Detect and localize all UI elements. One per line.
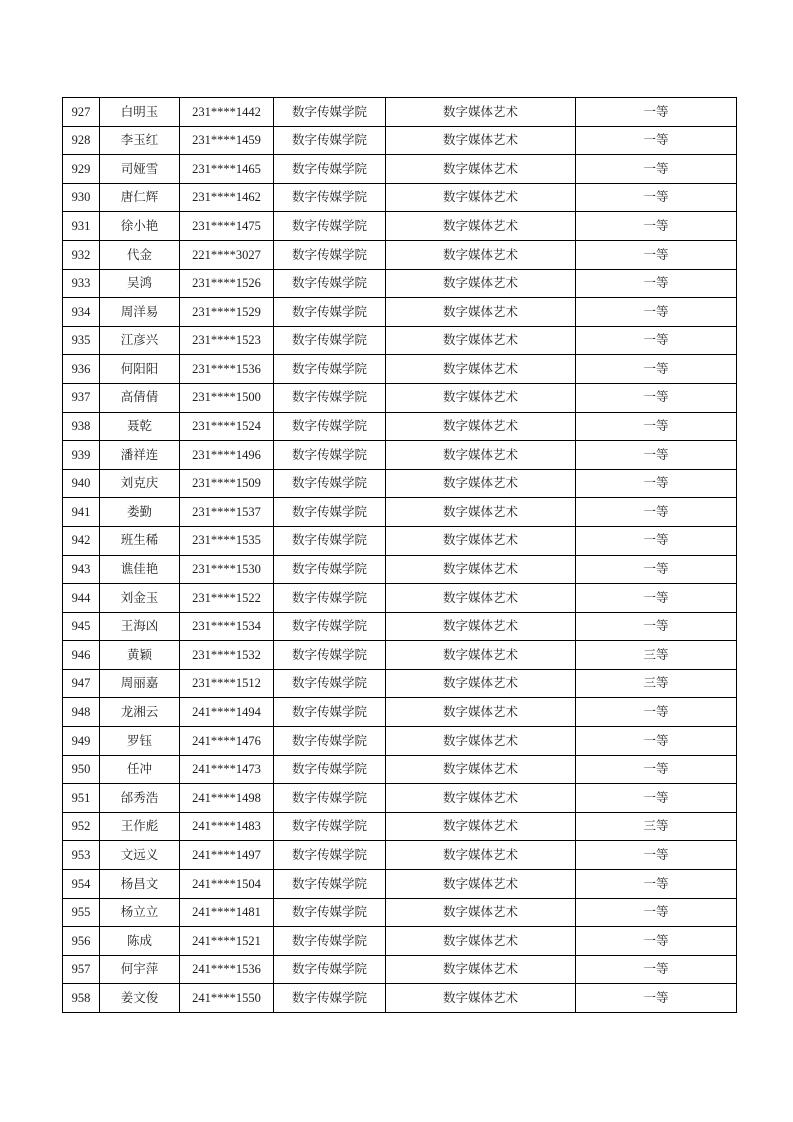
name-cell: 白明玉: [100, 98, 180, 127]
student-id-cell: 231****1535: [180, 526, 274, 555]
student-id-cell: 231****1475: [180, 212, 274, 241]
grade-cell: 一等: [576, 612, 737, 641]
serial-cell: 930: [63, 183, 100, 212]
college-cell: 数字传媒学院: [274, 155, 386, 184]
grade-cell: 一等: [576, 898, 737, 927]
table-row: [63, 612, 737, 641]
student-id-cell: 241****1550: [180, 984, 274, 1013]
major-cell: 数字媒体艺术: [386, 98, 576, 127]
grade-cell: 一等: [576, 412, 737, 441]
student-id-cell: 231****1536: [180, 355, 274, 384]
student-id-cell: 231****1462: [180, 183, 274, 212]
table-row: [63, 898, 737, 927]
major-cell: 数字媒体艺术: [386, 784, 576, 813]
award-table: [62, 97, 737, 1013]
name-cell: 黄颖: [100, 641, 180, 670]
serial-cell: 950: [63, 755, 100, 784]
table-row: [63, 870, 737, 899]
serial-cell: 955: [63, 898, 100, 927]
name-cell: 刘金玉: [100, 584, 180, 613]
student-id-cell: 241****1498: [180, 784, 274, 813]
college-cell: 数字传媒学院: [274, 126, 386, 155]
major-cell: 数字媒体艺术: [386, 870, 576, 899]
name-cell: 徐小艳: [100, 212, 180, 241]
major-cell: 数字媒体艺术: [386, 841, 576, 870]
student-id-cell: 241****1473: [180, 755, 274, 784]
serial-cell: 953: [63, 841, 100, 870]
name-cell: 周丽嘉: [100, 669, 180, 698]
student-id-cell: 231****1523: [180, 326, 274, 355]
serial-cell: 938: [63, 412, 100, 441]
grade-cell: 一等: [576, 784, 737, 813]
major-cell: 数字媒体艺术: [386, 898, 576, 927]
name-cell: 唐仁辉: [100, 183, 180, 212]
major-cell: 数字媒体艺术: [386, 355, 576, 384]
name-cell: 龙湘云: [100, 698, 180, 727]
college-cell: 数字传媒学院: [274, 698, 386, 727]
major-cell: 数字媒体艺术: [386, 183, 576, 212]
college-cell: 数字传媒学院: [274, 927, 386, 956]
college-cell: 数字传媒学院: [274, 298, 386, 327]
name-cell: 王海凶: [100, 612, 180, 641]
serial-cell: 951: [63, 784, 100, 813]
serial-cell: 948: [63, 698, 100, 727]
grade-cell: 一等: [576, 984, 737, 1013]
major-cell: 数字媒体艺术: [386, 612, 576, 641]
table-row: [63, 812, 737, 841]
grade-cell: 一等: [576, 326, 737, 355]
college-cell: 数字传媒学院: [274, 212, 386, 241]
grade-cell: 一等: [576, 298, 737, 327]
major-cell: 数字媒体艺术: [386, 441, 576, 470]
grade-cell: 一等: [576, 955, 737, 984]
table-row: [63, 155, 737, 184]
serial-cell: 939: [63, 441, 100, 470]
serial-cell: 932: [63, 240, 100, 269]
college-cell: 数字传媒学院: [274, 98, 386, 127]
student-id-cell: 231****1537: [180, 498, 274, 527]
grade-cell: 一等: [576, 927, 737, 956]
major-cell: 数字媒体艺术: [386, 383, 576, 412]
name-cell: 姜文俊: [100, 984, 180, 1013]
major-cell: 数字媒体艺术: [386, 240, 576, 269]
name-cell: 潘祥连: [100, 441, 180, 470]
student-id-cell: 241****1497: [180, 841, 274, 870]
table-row: [63, 441, 737, 470]
name-cell: 何宇萍: [100, 955, 180, 984]
college-cell: 数字传媒学院: [274, 183, 386, 212]
serial-cell: 941: [63, 498, 100, 527]
table-row: [63, 326, 737, 355]
table-row: [63, 641, 737, 670]
major-cell: 数字媒体艺术: [386, 526, 576, 555]
grade-cell: 一等: [576, 698, 737, 727]
name-cell: 谯佳艳: [100, 555, 180, 584]
serial-cell: 956: [63, 927, 100, 956]
name-cell: 李玉红: [100, 126, 180, 155]
table-row: [63, 355, 737, 384]
college-cell: 数字传媒学院: [274, 870, 386, 899]
serial-cell: 944: [63, 584, 100, 613]
college-cell: 数字传媒学院: [274, 898, 386, 927]
table-row: [63, 212, 737, 241]
major-cell: 数字媒体艺术: [386, 641, 576, 670]
college-cell: 数字传媒学院: [274, 555, 386, 584]
grade-cell: 一等: [576, 498, 737, 527]
serial-cell: 936: [63, 355, 100, 384]
name-cell: 文远义: [100, 841, 180, 870]
grade-cell: 一等: [576, 155, 737, 184]
grade-cell: 一等: [576, 755, 737, 784]
name-cell: 杨立立: [100, 898, 180, 927]
college-cell: 数字传媒学院: [274, 469, 386, 498]
name-cell: 陈成: [100, 927, 180, 956]
major-cell: 数字媒体艺术: [386, 584, 576, 613]
major-cell: 数字媒体艺术: [386, 698, 576, 727]
table-row: [63, 240, 737, 269]
serial-cell: 927: [63, 98, 100, 127]
grade-cell: 一等: [576, 240, 737, 269]
grade-cell: 一等: [576, 526, 737, 555]
name-cell: 王作彪: [100, 812, 180, 841]
name-cell: 罗钰: [100, 727, 180, 756]
grade-cell: 一等: [576, 841, 737, 870]
name-cell: 聂乾: [100, 412, 180, 441]
student-id-cell: 241****1481: [180, 898, 274, 927]
student-id-cell: 231****1459: [180, 126, 274, 155]
award-table-body: [63, 98, 737, 1013]
serial-cell: 931: [63, 212, 100, 241]
major-cell: 数字媒体艺术: [386, 927, 576, 956]
college-cell: 数字传媒学院: [274, 612, 386, 641]
table-row: [63, 498, 737, 527]
student-id-cell: 231****1512: [180, 669, 274, 698]
major-cell: 数字媒体艺术: [386, 555, 576, 584]
table-row: [63, 555, 737, 584]
table-row: [63, 841, 737, 870]
serial-cell: 928: [63, 126, 100, 155]
table-row: [63, 927, 737, 956]
name-cell: 任冲: [100, 755, 180, 784]
table-row: [63, 984, 737, 1013]
name-cell: 周洋易: [100, 298, 180, 327]
major-cell: 数字媒体艺术: [386, 126, 576, 155]
serial-cell: 946: [63, 641, 100, 670]
student-id-cell: 241****1536: [180, 955, 274, 984]
name-cell: 司娅雪: [100, 155, 180, 184]
college-cell: 数字传媒学院: [274, 326, 386, 355]
college-cell: 数字传媒学院: [274, 955, 386, 984]
name-cell: 刘克庆: [100, 469, 180, 498]
grade-cell: 一等: [576, 269, 737, 298]
grade-cell: 一等: [576, 555, 737, 584]
table-row: [63, 383, 737, 412]
table-row: [63, 755, 737, 784]
major-cell: 数字媒体艺术: [386, 269, 576, 298]
college-cell: 数字传媒学院: [274, 498, 386, 527]
serial-cell: 943: [63, 555, 100, 584]
student-id-cell: 231****1442: [180, 98, 274, 127]
major-cell: 数字媒体艺术: [386, 955, 576, 984]
college-cell: 数字传媒学院: [274, 383, 386, 412]
table-row: [63, 526, 737, 555]
student-id-cell: 231****1524: [180, 412, 274, 441]
grade-cell: 一等: [576, 584, 737, 613]
table-row: [63, 412, 737, 441]
table-row: [63, 98, 737, 127]
table-row: [63, 584, 737, 613]
table-row: [63, 784, 737, 813]
grade-cell: 三等: [576, 641, 737, 670]
serial-cell: 957: [63, 955, 100, 984]
student-id-cell: 231****1465: [180, 155, 274, 184]
college-cell: 数字传媒学院: [274, 727, 386, 756]
grade-cell: 一等: [576, 212, 737, 241]
student-id-cell: 231****1530: [180, 555, 274, 584]
student-id-cell: 241****1521: [180, 927, 274, 956]
major-cell: 数字媒体艺术: [386, 984, 576, 1013]
serial-cell: 942: [63, 526, 100, 555]
major-cell: 数字媒体艺术: [386, 326, 576, 355]
table-row: [63, 698, 737, 727]
serial-cell: 958: [63, 984, 100, 1013]
grade-cell: 一等: [576, 870, 737, 899]
name-cell: 邰秀浩: [100, 784, 180, 813]
table-row: [63, 669, 737, 698]
grade-cell: 三等: [576, 669, 737, 698]
major-cell: 数字媒体艺术: [386, 755, 576, 784]
college-cell: 数字传媒学院: [274, 355, 386, 384]
name-cell: 何阳阳: [100, 355, 180, 384]
serial-cell: 940: [63, 469, 100, 498]
student-id-cell: 231****1532: [180, 641, 274, 670]
college-cell: 数字传媒学院: [274, 240, 386, 269]
student-id-cell: 231****1522: [180, 584, 274, 613]
college-cell: 数字传媒学院: [274, 584, 386, 613]
grade-cell: 一等: [576, 469, 737, 498]
student-id-cell: 241****1476: [180, 727, 274, 756]
name-cell: 娄勤: [100, 498, 180, 527]
serial-cell: 934: [63, 298, 100, 327]
student-id-cell: 241****1504: [180, 870, 274, 899]
student-id-cell: 231****1509: [180, 469, 274, 498]
table-row: [63, 955, 737, 984]
major-cell: 数字媒体艺术: [386, 155, 576, 184]
grade-cell: 一等: [576, 441, 737, 470]
grade-cell: 一等: [576, 98, 737, 127]
table-row: [63, 727, 737, 756]
name-cell: 班生稀: [100, 526, 180, 555]
college-cell: 数字传媒学院: [274, 412, 386, 441]
serial-cell: 954: [63, 870, 100, 899]
name-cell: 江彦兴: [100, 326, 180, 355]
serial-cell: 937: [63, 383, 100, 412]
table-row: [63, 183, 737, 212]
college-cell: 数字传媒学院: [274, 755, 386, 784]
major-cell: 数字媒体艺术: [386, 727, 576, 756]
grade-cell: 一等: [576, 183, 737, 212]
college-cell: 数字传媒学院: [274, 784, 386, 813]
college-cell: 数字传媒学院: [274, 841, 386, 870]
serial-cell: 933: [63, 269, 100, 298]
name-cell: 高倩倩: [100, 383, 180, 412]
student-id-cell: 231****1496: [180, 441, 274, 470]
grade-cell: 三等: [576, 812, 737, 841]
grade-cell: 一等: [576, 355, 737, 384]
name-cell: 杨昌文: [100, 870, 180, 899]
major-cell: 数字媒体艺术: [386, 298, 576, 327]
major-cell: 数字媒体艺术: [386, 412, 576, 441]
serial-cell: 952: [63, 812, 100, 841]
major-cell: 数字媒体艺术: [386, 469, 576, 498]
serial-cell: 935: [63, 326, 100, 355]
name-cell: 吴鸿: [100, 269, 180, 298]
student-id-cell: 231****1526: [180, 269, 274, 298]
student-id-cell: 221****3027: [180, 240, 274, 269]
name-cell: 代金: [100, 240, 180, 269]
college-cell: 数字传媒学院: [274, 984, 386, 1013]
table-row: [63, 298, 737, 327]
table-row: [63, 269, 737, 298]
major-cell: 数字媒体艺术: [386, 669, 576, 698]
college-cell: 数字传媒学院: [274, 441, 386, 470]
serial-cell: 929: [63, 155, 100, 184]
student-id-cell: 231****1534: [180, 612, 274, 641]
student-id-cell: 231****1500: [180, 383, 274, 412]
grade-cell: 一等: [576, 126, 737, 155]
student-id-cell: 241****1483: [180, 812, 274, 841]
table-row: [63, 469, 737, 498]
serial-cell: 949: [63, 727, 100, 756]
student-id-cell: 231****1529: [180, 298, 274, 327]
college-cell: 数字传媒学院: [274, 526, 386, 555]
table-row: [63, 126, 737, 155]
student-id-cell: 241****1494: [180, 698, 274, 727]
college-cell: 数字传媒学院: [274, 641, 386, 670]
serial-cell: 947: [63, 669, 100, 698]
college-cell: 数字传媒学院: [274, 812, 386, 841]
serial-cell: 945: [63, 612, 100, 641]
major-cell: 数字媒体艺术: [386, 212, 576, 241]
college-cell: 数字传媒学院: [274, 269, 386, 298]
college-cell: 数字传媒学院: [274, 669, 386, 698]
major-cell: 数字媒体艺术: [386, 812, 576, 841]
major-cell: 数字媒体艺术: [386, 498, 576, 527]
grade-cell: 一等: [576, 727, 737, 756]
grade-cell: 一等: [576, 383, 737, 412]
